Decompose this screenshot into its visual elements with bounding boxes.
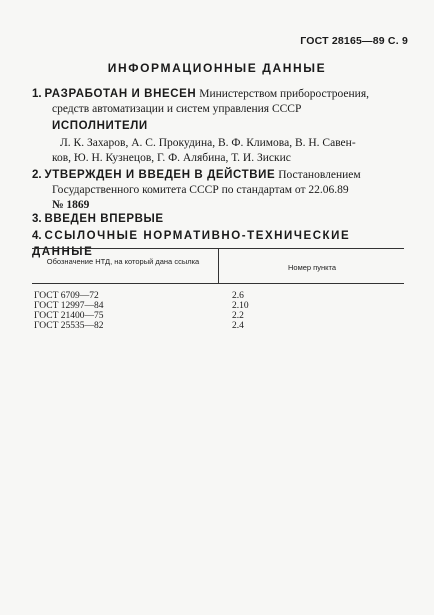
- table-cell-ntd: ГОСТ 12997—84: [34, 301, 104, 311]
- section-2-line-3: № 1869: [52, 199, 90, 211]
- table-cell-ntd: ГОСТ 21400—75: [34, 311, 104, 321]
- section-3-heading: ВВЕДЕН ВПЕРВЫЕ: [44, 213, 164, 225]
- table-cell-ntd: ГОСТ 6709—72: [34, 291, 99, 301]
- section-1-text: Министерством приборостроения,: [196, 88, 369, 100]
- executors-label: ИСПОЛНИТЕЛИ: [52, 120, 148, 132]
- table-cell-item: 2.4: [232, 321, 244, 331]
- section-2-line-2: Государственного комитета СССР по стандартам от 22.06.89: [52, 184, 349, 196]
- table-cell-ntd: ГОСТ 25535—82: [34, 321, 104, 331]
- table-header-rule: [32, 283, 404, 284]
- table-cell-item: 2.2: [232, 311, 244, 321]
- executors-line-2: ков, Ю. Н. Кузнецов, Г. Ф. Алябина, Т. И. Зискис: [52, 152, 291, 164]
- table-cell-item: 2.10: [232, 301, 249, 311]
- section-3-number: 3.: [32, 213, 42, 225]
- section-1-line-1: [32, 86, 404, 102]
- table-header-item-number: Номер пункта: [287, 263, 336, 272]
- section-1-heading: РАЗРАБОТАН И ВНЕСЕН: [44, 88, 197, 100]
- page-title: ИНФОРМАЦИОННЫЕ ДАННЫЕ: [107, 61, 327, 75]
- section-2-heading: УТВЕРЖДЕН И ВВЕДЕН В ДЕЙСТВИЕ: [44, 169, 276, 181]
- section-3: [32, 211, 404, 227]
- executors-line-1: Л. К. Захаров, А. С. Прокудина, В. Ф. Климова, В. Н. Савен-: [60, 137, 356, 149]
- section-4-heading: ССЫЛОЧНЫЕ НОРМАТИВНО-ТЕХНИЧЕСКИЕ ДАННЫЕ: [32, 230, 351, 258]
- table-cell-item: 2.6: [232, 291, 244, 301]
- section-1-number: 1.: [32, 88, 42, 100]
- section-1-line-2: средств автоматизации и систем управления СССР: [52, 103, 302, 115]
- section-4-number: 4.: [32, 230, 42, 242]
- table-column-divider: [218, 248, 219, 283]
- standard-code-header: ГОСТ 28165—89 С. 9: [300, 35, 408, 47]
- table-header-ntd: Обозначение НТД, на который дана ссылка: [46, 257, 200, 266]
- section-2-line-1: [32, 167, 404, 183]
- section-2-text: Постановлением: [275, 169, 361, 181]
- section-2-number: 2.: [32, 169, 42, 181]
- table-row: [32, 321, 404, 332]
